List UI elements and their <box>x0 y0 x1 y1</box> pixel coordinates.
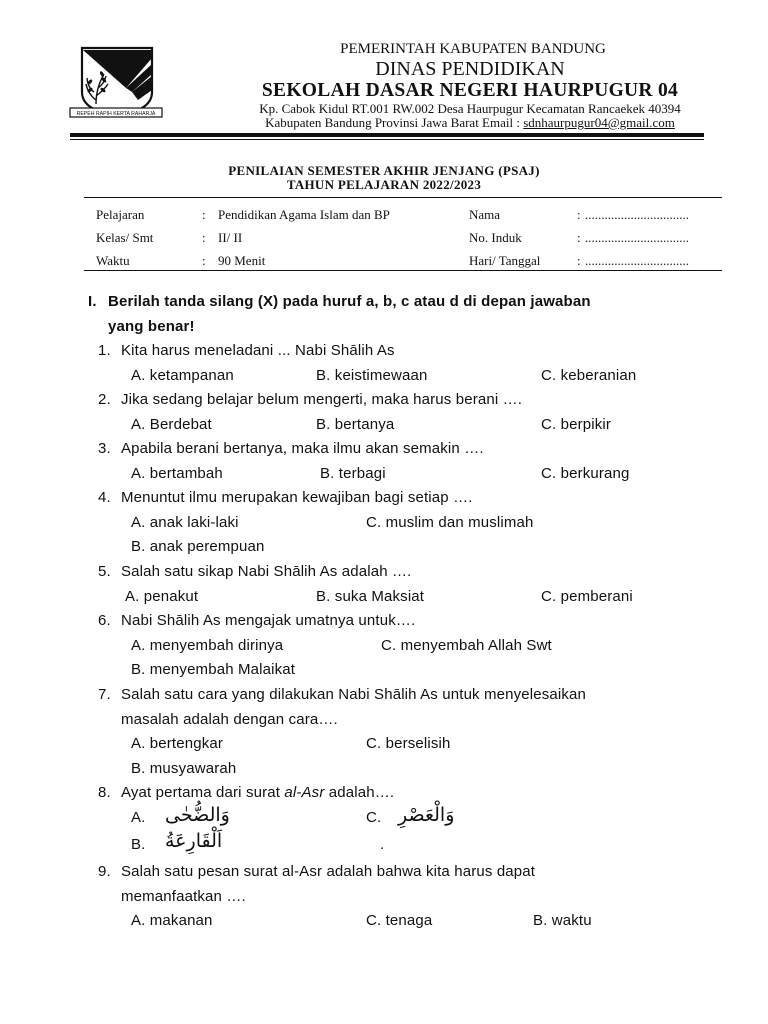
identity-colon: : <box>202 230 206 245</box>
question-text: Salah satu cara yang dilakukan Nabi Shālih As untuk menyelesaikan <box>121 686 587 703</box>
arabic-option-a: وَالضُّحٰى <box>165 804 230 826</box>
identity-value-time: 90 Menit <box>218 253 266 268</box>
option-b[interactable]: B. musyawarah <box>131 760 237 777</box>
identity-label-date: Hari/ Tanggal <box>469 253 541 268</box>
option-c[interactable]: C. berkurang <box>541 465 630 482</box>
option-a[interactable]: A. <box>131 809 146 826</box>
identity-field-date[interactable]: ................................ <box>585 253 689 268</box>
question-text <box>121 784 394 801</box>
question-text-suffix: adalah…. <box>324 784 395 801</box>
option-a[interactable]: A. anak laki-laki <box>131 514 239 531</box>
identity-label-class: Kelas/ Smt <box>96 230 154 245</box>
question-text: Apabila berani bertanya, maka ilmu akan semakin …. <box>121 440 484 457</box>
option-a[interactable]: A. menyembah dirinya <box>131 637 284 654</box>
question-number: 2. <box>98 391 111 408</box>
option-b[interactable]: B. suka Maksiat <box>316 588 425 605</box>
identity-value-subject: Pendidikan Agama Islam dan BP <box>218 207 390 222</box>
option-c[interactable]: C. keberanian <box>541 367 637 384</box>
option-a[interactable]: A. Berdebat <box>131 416 212 433</box>
identity-colon: : <box>202 207 206 222</box>
identity-value-class: II/ II <box>218 230 243 245</box>
arabic-option-b: اَلْقَارِعَةُ <box>165 830 223 852</box>
question-number: 6. <box>98 612 111 629</box>
question-text-prefix: Ayat pertama dari surat <box>121 784 285 801</box>
identity-field-name[interactable]: ................................ <box>585 207 689 222</box>
option-c[interactable]: C. berpikir <box>541 416 611 433</box>
question-text: Menuntut ilmu merupakan kewajiban bagi setiap …. <box>121 489 473 506</box>
option-c[interactable]: C. pemberani <box>541 588 633 605</box>
kop-school-name: SEKOLAH DASAR NEGERI HAURPUGUR 04 <box>261 80 679 101</box>
question-number: 8. <box>98 784 111 801</box>
question-text: Nabi Shālih As mengajak umatnya untuk…. <box>121 612 416 629</box>
letterhead-divider-thick <box>70 133 704 137</box>
identity-label-time: Waktu <box>96 253 130 268</box>
identity-label-name: Nama <box>469 207 501 222</box>
option-b[interactable]: B. keistimewaan <box>316 367 428 384</box>
surah-name: al-Asr <box>284 784 325 801</box>
identity-field-student-number[interactable]: ................................ <box>585 230 689 245</box>
question-text-cont: memanfaatkan …. <box>121 888 246 905</box>
option-b[interactable]: B. <box>131 836 146 853</box>
option-b[interactable]: B. menyembah Malaikat <box>131 661 296 678</box>
exam-title: PENILAIAN SEMESTER AKHIR JENJANG (PSAJ) <box>228 163 540 178</box>
question-text: Jika sedang belajar belum mengerti, maka harus berani …. <box>121 391 523 408</box>
option-b[interactable]: B. bertanya <box>316 416 395 433</box>
question-number: 9. <box>98 863 111 880</box>
section-number: I. <box>88 293 97 310</box>
option-d-blank: . <box>380 836 385 853</box>
question-text-cont: masalah adalah dengan cara…. <box>121 711 338 728</box>
option-c[interactable]: C. <box>366 809 382 826</box>
question-text: Salah satu pesan surat al-Asr adalah bahwa kita harus dapat <box>121 863 536 880</box>
option-b[interactable]: B. anak perempuan <box>131 538 265 555</box>
email-link[interactable]: sdnhaurpugur04@gmail.com <box>523 115 675 130</box>
question-number: 5. <box>98 563 111 580</box>
section-instruction-cont: yang benar! <box>108 318 195 335</box>
kop-address-email <box>170 115 768 131</box>
option-a[interactable]: A. bertambah <box>131 465 223 482</box>
option-c[interactable]: C. tenaga <box>366 912 433 929</box>
option-a[interactable]: A. bertengkar <box>131 735 224 752</box>
identity-top-rule <box>84 197 722 198</box>
question-number: 1. <box>98 342 111 359</box>
identity-colon: : <box>577 230 581 245</box>
question-text: Kita harus meneladani ... Nabi Shālih As <box>121 342 395 359</box>
option-c[interactable]: C. muslim dan muslimah <box>366 514 534 531</box>
option-b[interactable]: B. waktu <box>533 912 592 929</box>
option-a[interactable]: A. makanan <box>131 912 213 929</box>
arabic-option-c: وَالْعَصْرِ <box>398 804 455 826</box>
kop-address-prefix: Kabupaten Bandung Provinsi Jawa Barat Email : <box>265 115 524 130</box>
option-a[interactable]: A. penakut <box>125 588 199 605</box>
kop-government: PEMERINTAH KABUPATEN BANDUNG <box>340 41 606 57</box>
identity-label-subject: Pelajaran <box>96 207 145 222</box>
option-c[interactable]: C. berselisih <box>366 735 451 752</box>
exam-year: TAHUN PELAJARAN 2022/2023 <box>286 177 482 192</box>
option-b[interactable]: B. terbagi <box>320 465 386 482</box>
question-number: 7. <box>98 686 111 703</box>
identity-bottom-rule <box>84 270 722 271</box>
identity-colon: : <box>577 253 581 268</box>
letterhead-divider-thin <box>70 139 704 140</box>
section-instruction: Berilah tanda silang (X) pada huruf a, b, c atau d di depan jawaban <box>108 293 591 310</box>
kop-address: Kp. Cabok Kidul RT.001 RW.002 Desa Haurpugur Kecamatan Rancaekek 40394 <box>259 101 681 116</box>
option-a[interactable]: A. ketampanan <box>131 367 234 384</box>
question-number: 3. <box>98 440 111 457</box>
identity-colon: : <box>202 253 206 268</box>
option-c[interactable]: C. menyembah Allah Swt <box>381 637 552 654</box>
identity-label-student-number: No. Induk <box>469 230 522 245</box>
logo-motto: REPEH RAPIH KERTA RAHARJA <box>76 111 156 117</box>
question-text: Salah satu sikap Nabi Shālih As adalah …. <box>121 563 412 580</box>
kop-department: DINAS PENDIDIKAN <box>375 58 565 80</box>
identity-colon: : <box>577 207 581 222</box>
school-emblem-logo <box>66 44 166 120</box>
question-number: 4. <box>98 489 111 506</box>
